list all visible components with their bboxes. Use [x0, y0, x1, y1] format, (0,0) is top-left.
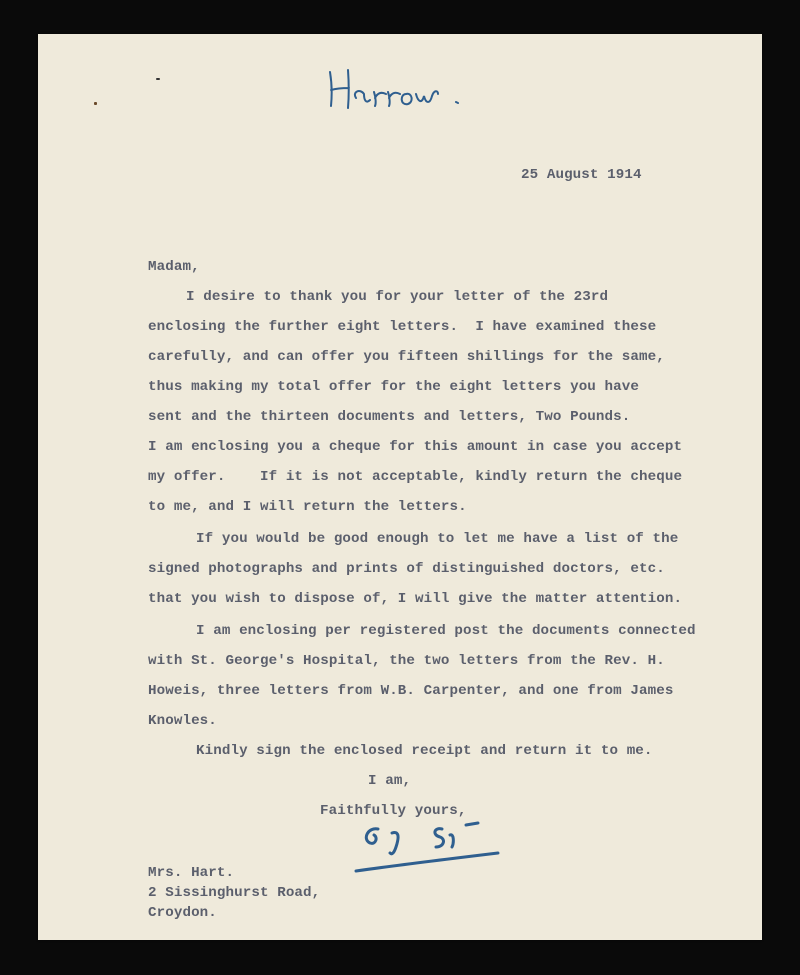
body-line: thus making my total offer for the eight letters you have: [148, 379, 639, 395]
letter-date: 25 August 1914: [521, 167, 642, 183]
address-line: Mrs. Hart.: [148, 865, 235, 881]
body-line: carefully, and can offer you fifteen shillings for the same,: [148, 349, 665, 365]
salutation: Madam,: [148, 259, 200, 275]
body-line: Howeis, three letters from W.B. Carpenter, and one from James: [148, 683, 674, 699]
body-line: I am enclosing per registered post the documents connected: [196, 623, 696, 639]
closing-faithfully: Faithfully yours,: [320, 803, 467, 819]
body-line: Knowles.: [148, 713, 217, 729]
signature: [338, 819, 518, 889]
body-line: sent and the thirteen documents and letters, Two Pounds.: [148, 409, 631, 425]
closing-i-am: I am,: [368, 773, 412, 789]
handwritten-annotation: [320, 54, 480, 114]
address-line: 2 Sissinghurst Road,: [148, 885, 321, 901]
body-line: enclosing the further eight letters. I have examined these: [148, 319, 657, 335]
body-line: my offer. If it is not acceptable, kindly return the cheque: [148, 469, 683, 485]
body-line: Kindly sign the enclosed receipt and return it to me.: [196, 743, 653, 759]
body-line: signed photographs and prints of distinguished doctors, etc.: [148, 561, 665, 577]
paper-speck: [156, 78, 160, 80]
body-line: that you wish to dispose of, I will give the matter attention.: [148, 591, 683, 607]
body-line: to me, and I will return the letters.: [148, 499, 467, 515]
signature-text: G.J. S.: [338, 819, 341, 820]
letter-page: [38, 34, 762, 940]
annotation-text: Harrow.: [320, 54, 324, 55]
paper-speck: [94, 102, 97, 105]
body-line: I am enclosing you a cheque for this amount in case you accept: [148, 439, 683, 455]
body-line: with St. George's Hospital, the two letters from the Rev. H.: [148, 653, 665, 669]
body-line: If you would be good enough to let me have a list of the: [196, 531, 679, 547]
body-line: I desire to thank you for your letter of the 23rd: [186, 289, 609, 305]
address-line: Croydon.: [148, 905, 217, 921]
